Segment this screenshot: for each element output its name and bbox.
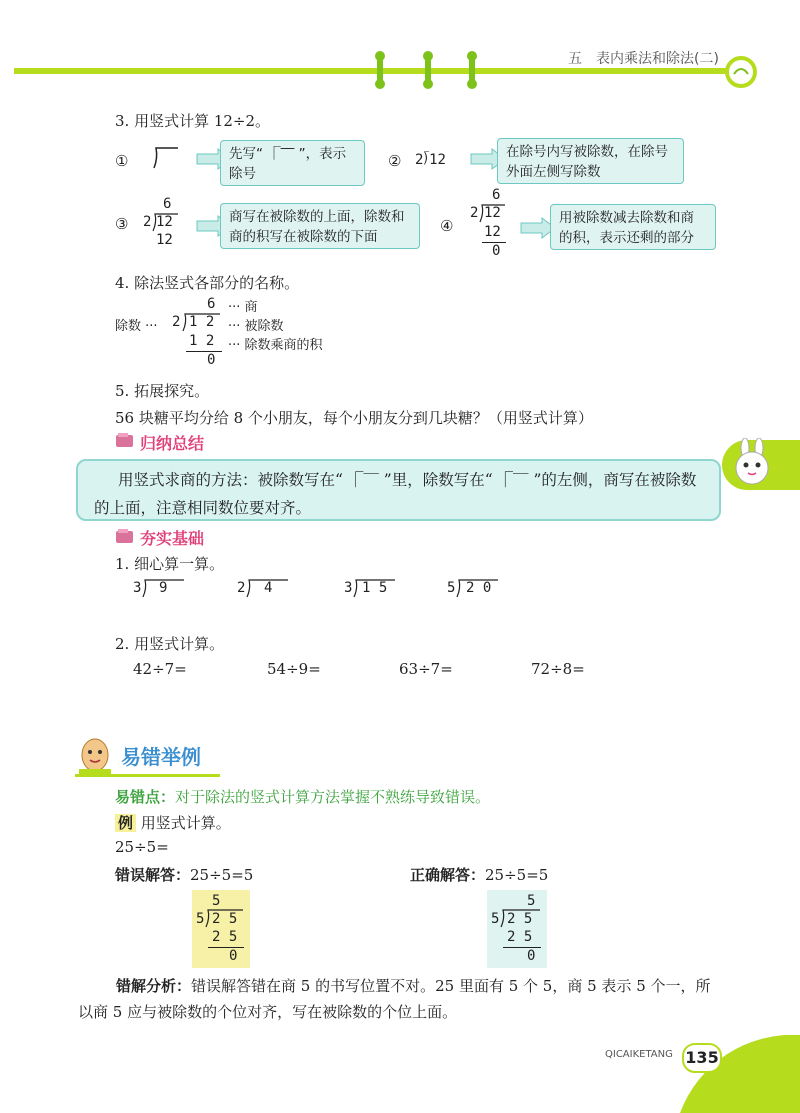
wrong-quotient: 5 [212, 893, 221, 909]
step-1-number: ① [115, 152, 129, 170]
parts-product-label: ··· 除数乘商的积 [228, 338, 323, 353]
parts-dividend-label: ··· 被除数 [228, 319, 284, 334]
section-5-question: 56 块糖平均分给 8 个小朋友，每个小朋友分到几块糖？（用竖式计算） [115, 409, 593, 427]
parts-product: 1 2 [189, 333, 215, 349]
error-point-label: 易错点： [115, 788, 176, 806]
right-expr: 25÷5=5 [485, 866, 549, 884]
errors-heading-rule [75, 774, 220, 777]
basics-q1-dividend: 9 [159, 580, 168, 596]
parts-rule [186, 351, 222, 352]
header-pin-icon [462, 50, 482, 90]
step-3-dividend: 12 [156, 214, 173, 230]
error-point [115, 786, 490, 807]
basics-q1-divisor: 3 [133, 580, 142, 596]
wrong-product: 2 5 [212, 929, 238, 945]
step-4-dividend: 12 [484, 205, 501, 221]
basics-q2-item: 72÷8= [531, 660, 585, 678]
pencil-box-icon [114, 431, 136, 449]
basics-q2: 2. 用竖式计算。 [115, 635, 225, 653]
step-4-quotient: 6 [492, 187, 501, 203]
basics-q1-dividend: 4 [264, 580, 273, 596]
section-4-title: 4. 除法竖式各部分的名称。 [115, 274, 300, 292]
chapter-title: 五 表内乘法和除法(二) [568, 51, 719, 67]
right-product: 2 5 [507, 929, 533, 945]
example-expr: 25÷5= [115, 838, 169, 856]
pencil-box-icon [114, 527, 136, 545]
header-pin-icon [418, 50, 438, 90]
basics-heading: 夯实基础 [140, 529, 205, 548]
right-answer [410, 864, 548, 885]
error-point-text: 对于除法的竖式计算方法掌握不熟练导致错误。 [175, 788, 491, 806]
parts-dividend: 1 2 [189, 314, 215, 330]
wrong-label: 错误解答： [115, 866, 191, 884]
wrong-answer [115, 864, 253, 885]
step-2-note: 在除号内写被除数，在除号外面左侧写除数 [497, 138, 684, 184]
step-2-number: ② [388, 152, 402, 170]
basics-q2-item: 54÷9= [267, 660, 321, 678]
footer-page-number: 135 [682, 1043, 722, 1073]
right-quotient: 5 [527, 893, 536, 909]
basics-q1-dividend: 2 0 [466, 580, 492, 596]
parts-quotient: 6 [207, 296, 216, 312]
summary-panel: 用竖式求商的方法：被除数写在“ ⎾‾‾ ”里，除数写在“ ⎾‾‾ ”的左侧，商写在被除数的上面，注意相同数位要对齐。 [76, 459, 721, 521]
wrong-dividend: 2 5 [212, 911, 238, 927]
rabbit-icon [728, 438, 776, 490]
footer-brand: QICAIKETANG [605, 1049, 673, 1060]
step-4-number: ④ [440, 217, 454, 235]
step-3-divisor: 2 [143, 214, 152, 230]
analysis-label: 错解分析： [116, 977, 192, 995]
step-3-number: ③ [115, 215, 129, 233]
errors-heading: 易错举例 [121, 745, 201, 769]
step-3-quotient: 6 [163, 196, 172, 212]
step-4-remainder: 0 [492, 243, 501, 259]
wrong-remainder: 0 [229, 948, 238, 964]
step-3-note: 商写在被除数的上面，除数和商的积写在被除数的下面 [220, 203, 420, 249]
parts-remainder: 0 [207, 352, 216, 368]
step-1-note: 先写“ ⎾‾‾ ”，表示除号 [220, 140, 365, 186]
right-divisor: 5 [491, 911, 500, 927]
egg-character-icon [75, 735, 115, 777]
example-line [115, 812, 231, 833]
step-2-expr: 2⟌12 [415, 152, 446, 168]
step-4-divisor: 2 [470, 205, 479, 221]
basics-q2-item: 42÷7= [133, 660, 187, 678]
example-text: 用竖式计算。 [140, 814, 231, 832]
basics-q1-divisor: 2 [237, 580, 246, 596]
basics-q1: 1. 细心算一算。 [115, 555, 225, 573]
right-label: 正确解答： [410, 866, 486, 884]
basics-q1-divisor: 5 [447, 580, 456, 596]
parts-divisor-label: 除数 ··· [115, 319, 158, 334]
analysis-text: 错误解答错在商 5 的书写位置不对。25 里面有 5 个 5，商 5 表示 5 个一，所以商 5 应与被除数的个位对齐，写在被除数的个位上面。 [78, 977, 711, 1021]
right-dividend: 2 5 [507, 911, 533, 927]
section-3-title: 3. 用竖式计算 12÷2。 [115, 112, 271, 130]
basics-q1-dividend: 1 5 [362, 580, 388, 596]
example-tag: 例 [115, 814, 136, 832]
wrong-divisor: 5 [196, 911, 205, 927]
right-remainder: 0 [527, 948, 536, 964]
summary-heading: 归纳总结 [140, 434, 205, 453]
header-pin-icon [370, 50, 390, 90]
header-badge-icon [725, 56, 757, 88]
parts-quotient-label: ··· 商 [228, 300, 258, 315]
basics-q2-item: 63÷7= [399, 660, 453, 678]
error-analysis [78, 973, 723, 1025]
step-3-product: 12 [156, 232, 173, 248]
basics-q1-divisor: 3 [344, 580, 353, 596]
wrong-rule [208, 947, 244, 948]
division-bracket-icon [150, 146, 180, 170]
wrong-expr: 25÷5=5 [190, 866, 254, 884]
step-4-note: 用被除数减去除数和商的积，表示还剩的部分 [550, 204, 716, 250]
step-4-product: 12 [484, 224, 501, 240]
parts-divisor: 2 [172, 314, 181, 330]
section-5-title: 5. 拓展探究。 [115, 382, 210, 400]
